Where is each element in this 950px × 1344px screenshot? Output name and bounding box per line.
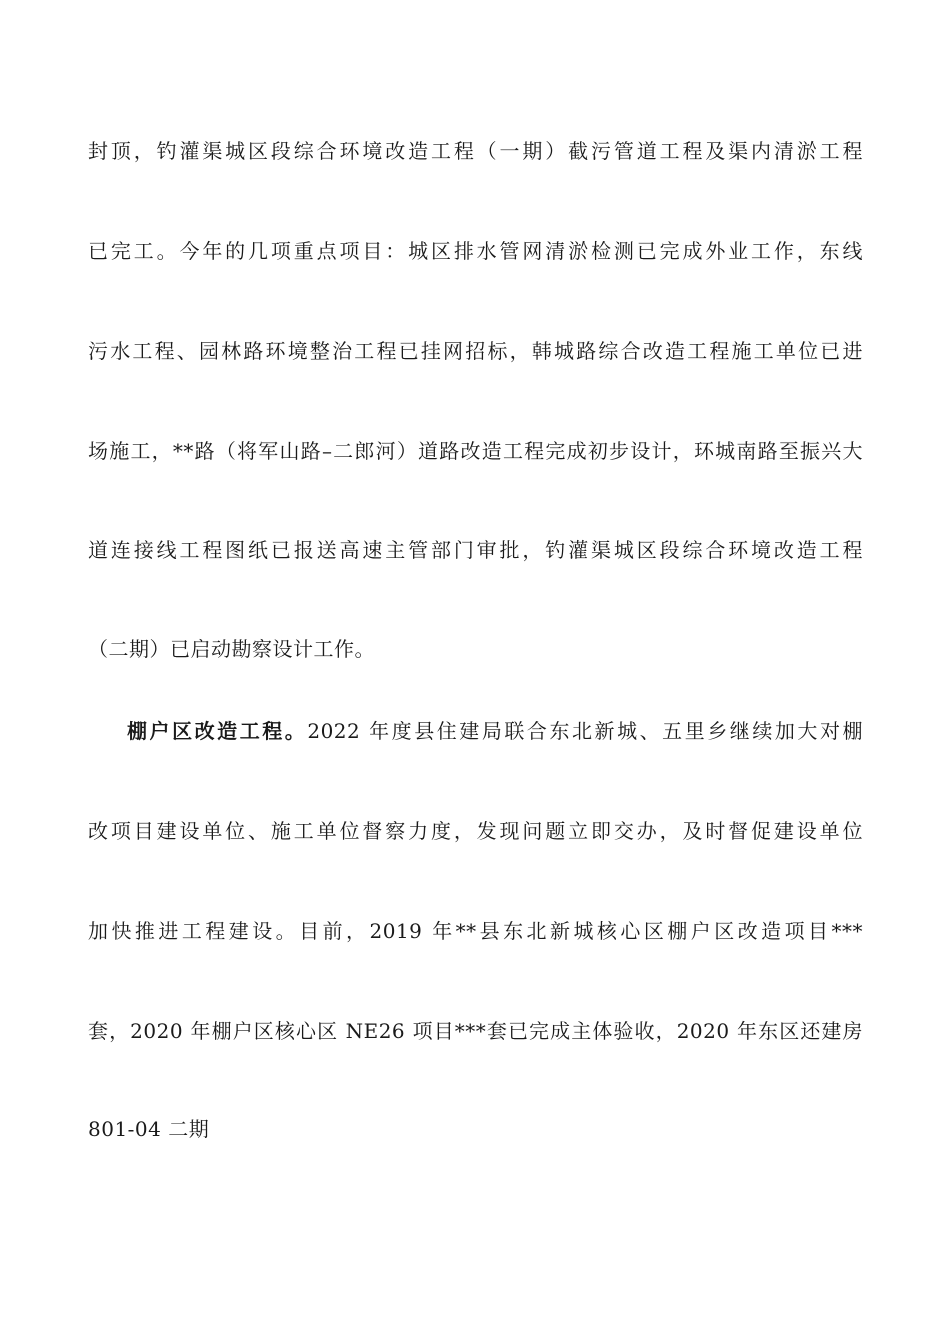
paragraph-line: 封顶，钓灌渠城区段综合环境改造工程（一期）截污管道工程及渠内清淤工程 (88, 139, 863, 163)
paragraph-line: 改项目建设单位、施工单位督察力度，发现问题立即交办，及时督促建设单位 (88, 819, 863, 843)
paragraph-line: 场施工，**路（将军山路–二郎河）道路改造工程完成初步设计，环城南路至振兴大 (88, 439, 863, 463)
paragraph-line: 污水工程、园林路环境整治工程已挂网招标，韩城路综合改造工程施工单位已进 (88, 339, 863, 363)
paragraph-text: 2022 年度县住建局联合东北新城、五里乡继续加大对棚 (307, 719, 864, 743)
paragraph-line: 套，2020 年棚户区核心区 NE26 项目***套已完成主体验收，2020 年东区还建房 (88, 1019, 863, 1043)
paragraph-line: 已完工。今年的几项重点项目：城区排水管网清淤检测已完成外业工作，东线 (88, 239, 863, 263)
paragraph-line: 801-04 二期 (88, 1117, 210, 1141)
section-heading: 棚户区改造工程。 (127, 719, 308, 743)
paragraph-line: （二期）已启动勘察设计工作。 (88, 637, 375, 661)
paragraph-first-line (127, 717, 863, 745)
paragraph-line: 加快推进工程建设。目前，2019 年**县东北新城核心区棚户区改造项目*** (88, 919, 863, 943)
paragraph-line: 道连接线工程图纸已报送高速主管部门审批，钓灌渠城区段综合环境改造工程 (88, 538, 863, 562)
